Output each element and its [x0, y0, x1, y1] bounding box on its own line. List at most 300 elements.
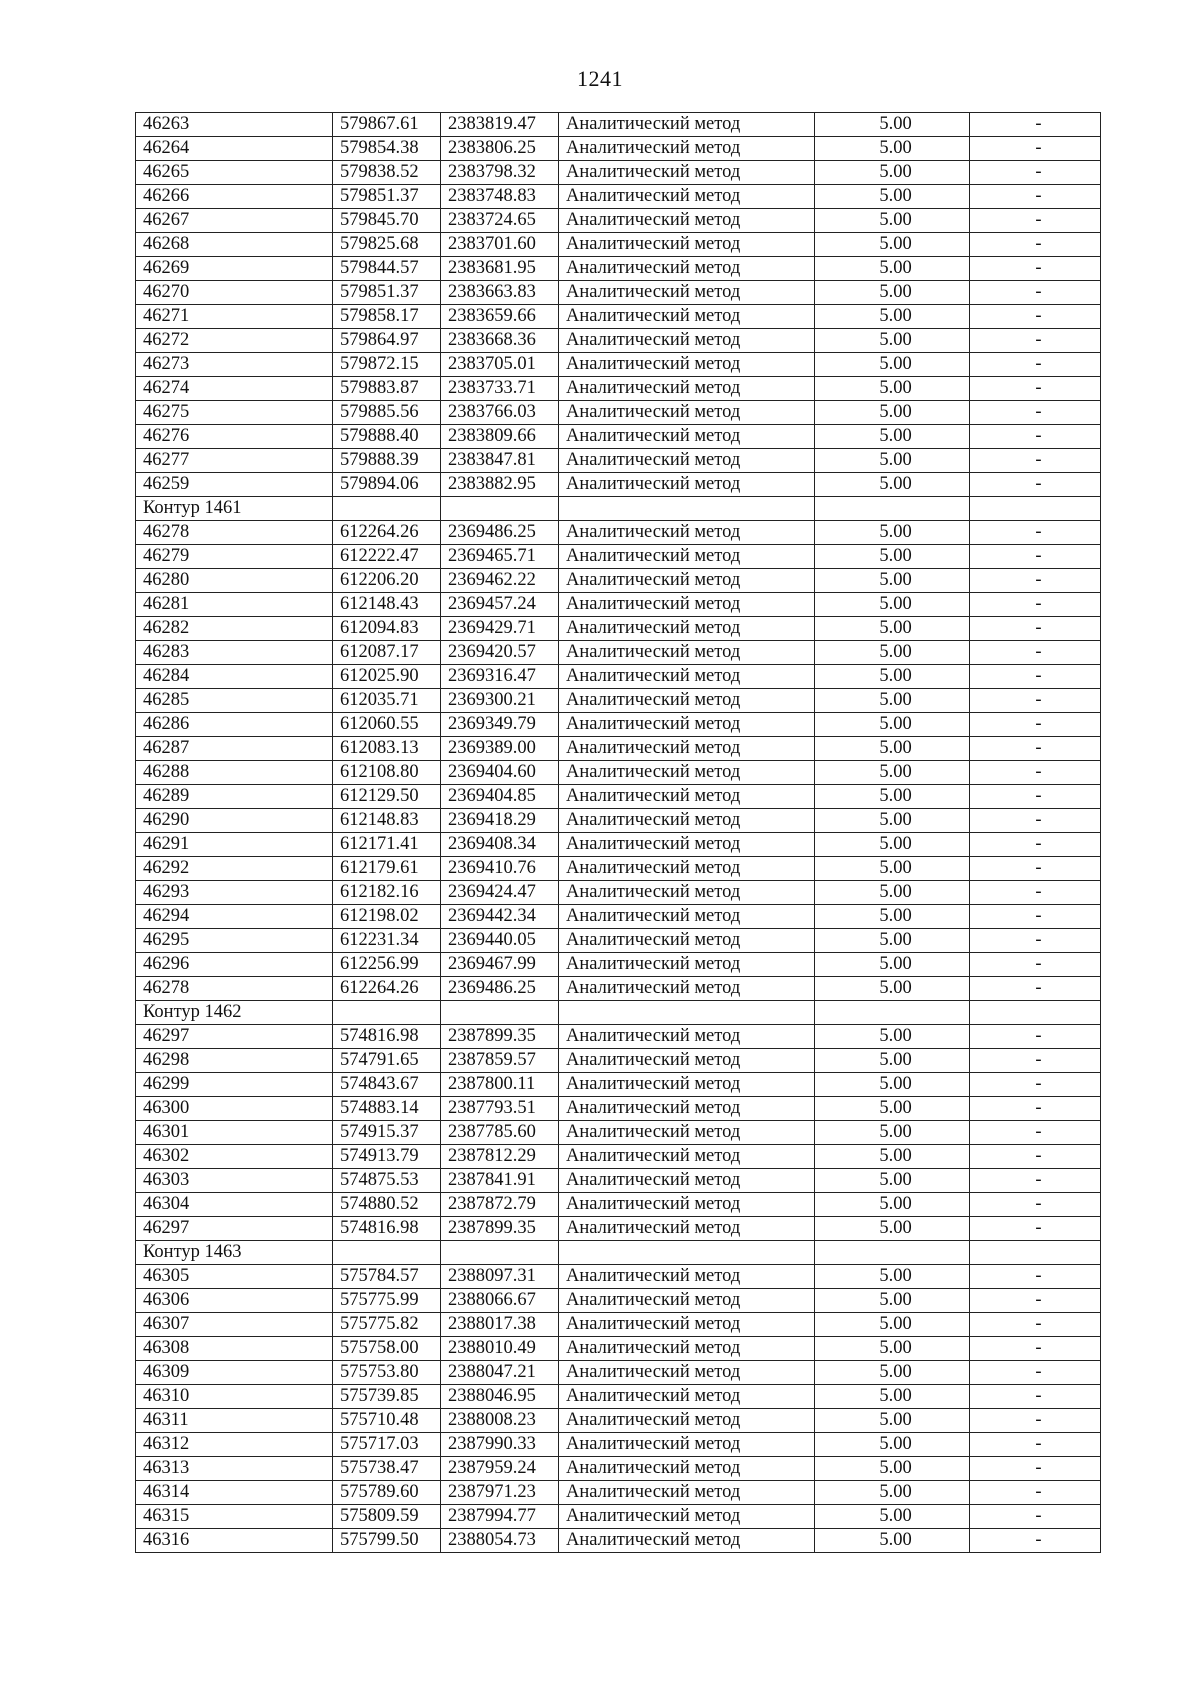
- x-coordinate-cell: 612222.47: [333, 545, 441, 569]
- accuracy-cell: 5.00: [815, 209, 970, 233]
- x-coordinate-cell: 575775.82: [333, 1313, 441, 1337]
- accuracy-cell: 5.00: [815, 905, 970, 929]
- point-id-cell: 46298: [136, 1049, 333, 1073]
- y-coordinate-cell: 2369467.99: [441, 953, 559, 977]
- description-cell: -: [970, 1505, 1101, 1529]
- method-cell: Аналитический метод: [559, 1097, 815, 1121]
- point-id-cell: 46313: [136, 1457, 333, 1481]
- description-cell: -: [970, 233, 1101, 257]
- y-coordinate-cell: 2387990.33: [441, 1433, 559, 1457]
- point-id-cell: 46302: [136, 1145, 333, 1169]
- point-id-cell: 46269: [136, 257, 333, 281]
- table-row: [136, 161, 1101, 185]
- table-row: [136, 329, 1101, 353]
- method-cell: Аналитический метод: [559, 521, 815, 545]
- x-coordinate-cell: 579825.68: [333, 233, 441, 257]
- empty-cell: [333, 497, 441, 521]
- x-coordinate-cell: 575710.48: [333, 1409, 441, 1433]
- accuracy-cell: 5.00: [815, 545, 970, 569]
- point-id-cell: 46265: [136, 161, 333, 185]
- accuracy-cell: 5.00: [815, 929, 970, 953]
- x-coordinate-cell: 574875.53: [333, 1169, 441, 1193]
- accuracy-cell: 5.00: [815, 833, 970, 857]
- method-cell: Аналитический метод: [559, 737, 815, 761]
- y-coordinate-cell: 2383705.01: [441, 353, 559, 377]
- method-cell: Аналитический метод: [559, 401, 815, 425]
- description-cell: -: [970, 569, 1101, 593]
- point-id-cell: 46306: [136, 1289, 333, 1313]
- point-id-cell: 46285: [136, 689, 333, 713]
- accuracy-cell: 5.00: [815, 593, 970, 617]
- y-coordinate-cell: 2388054.73: [441, 1529, 559, 1553]
- method-cell: Аналитический метод: [559, 641, 815, 665]
- description-cell: -: [970, 1529, 1101, 1553]
- description-cell: -: [970, 401, 1101, 425]
- y-coordinate-cell: 2387812.29: [441, 1145, 559, 1169]
- description-cell: -: [970, 1385, 1101, 1409]
- method-cell: Аналитический метод: [559, 1121, 815, 1145]
- table-row: [136, 401, 1101, 425]
- point-id-cell: 46264: [136, 137, 333, 161]
- x-coordinate-cell: 575775.99: [333, 1289, 441, 1313]
- point-id-cell: 46274: [136, 377, 333, 401]
- table-row: [136, 785, 1101, 809]
- table-row: [136, 353, 1101, 377]
- point-id-cell: 46316: [136, 1529, 333, 1553]
- description-cell: -: [970, 137, 1101, 161]
- y-coordinate-cell: 2369420.57: [441, 641, 559, 665]
- method-cell: Аналитический метод: [559, 1025, 815, 1049]
- x-coordinate-cell: 579885.56: [333, 401, 441, 425]
- contour-label: Контур 1462: [136, 1001, 333, 1025]
- accuracy-cell: 5.00: [815, 953, 970, 977]
- method-cell: Аналитический метод: [559, 881, 815, 905]
- table-row: [136, 977, 1101, 1001]
- method-cell: Аналитический метод: [559, 137, 815, 161]
- x-coordinate-cell: 579844.57: [333, 257, 441, 281]
- y-coordinate-cell: 2369349.79: [441, 713, 559, 737]
- contour-header-row: [136, 1241, 1101, 1265]
- accuracy-cell: 5.00: [815, 1289, 970, 1313]
- table-row: [136, 1505, 1101, 1529]
- table-row: [136, 1457, 1101, 1481]
- description-cell: -: [970, 929, 1101, 953]
- accuracy-cell: 5.00: [815, 1121, 970, 1145]
- accuracy-cell: 5.00: [815, 281, 970, 305]
- point-id-cell: 46278: [136, 977, 333, 1001]
- empty-cell: [970, 1001, 1101, 1025]
- point-id-cell: 46308: [136, 1337, 333, 1361]
- description-cell: -: [970, 617, 1101, 641]
- y-coordinate-cell: 2369486.25: [441, 977, 559, 1001]
- point-id-cell: 46282: [136, 617, 333, 641]
- empty-cell: [333, 1241, 441, 1265]
- x-coordinate-cell: 574913.79: [333, 1145, 441, 1169]
- method-cell: Аналитический метод: [559, 665, 815, 689]
- accuracy-cell: 5.00: [815, 1433, 970, 1457]
- x-coordinate-cell: 575809.59: [333, 1505, 441, 1529]
- y-coordinate-cell: 2369316.47: [441, 665, 559, 689]
- y-coordinate-cell: 2383847.81: [441, 449, 559, 473]
- y-coordinate-cell: 2388017.38: [441, 1313, 559, 1337]
- y-coordinate-cell: 2383681.95: [441, 257, 559, 281]
- description-cell: -: [970, 1217, 1101, 1241]
- description-cell: -: [970, 641, 1101, 665]
- accuracy-cell: 5.00: [815, 1385, 970, 1409]
- description-cell: -: [970, 305, 1101, 329]
- y-coordinate-cell: 2387872.79: [441, 1193, 559, 1217]
- y-coordinate-cell: 2388046.95: [441, 1385, 559, 1409]
- method-cell: Аналитический метод: [559, 857, 815, 881]
- description-cell: -: [970, 1025, 1101, 1049]
- table-row: [136, 233, 1101, 257]
- table-row: [136, 881, 1101, 905]
- description-cell: -: [970, 1265, 1101, 1289]
- table-row: [136, 1361, 1101, 1385]
- x-coordinate-cell: 612083.13: [333, 737, 441, 761]
- description-cell: -: [970, 257, 1101, 281]
- y-coordinate-cell: 2387785.60: [441, 1121, 559, 1145]
- x-coordinate-cell: 612025.90: [333, 665, 441, 689]
- accuracy-cell: 5.00: [815, 881, 970, 905]
- x-coordinate-cell: 574880.52: [333, 1193, 441, 1217]
- y-coordinate-cell: 2369418.29: [441, 809, 559, 833]
- table-row: [136, 425, 1101, 449]
- description-cell: -: [970, 281, 1101, 305]
- method-cell: Аналитический метод: [559, 1529, 815, 1553]
- x-coordinate-cell: 574843.67: [333, 1073, 441, 1097]
- method-cell: Аналитический метод: [559, 233, 815, 257]
- table-row: [136, 257, 1101, 281]
- table-row: [136, 1337, 1101, 1361]
- description-cell: -: [970, 1073, 1101, 1097]
- accuracy-cell: 5.00: [815, 1457, 970, 1481]
- page-number: 1241: [577, 66, 623, 91]
- empty-cell: [559, 1241, 815, 1265]
- point-id-cell: 46266: [136, 185, 333, 209]
- x-coordinate-cell: 579858.17: [333, 305, 441, 329]
- description-cell: -: [970, 833, 1101, 857]
- description-cell: -: [970, 377, 1101, 401]
- method-cell: Аналитический метод: [559, 761, 815, 785]
- accuracy-cell: 5.00: [815, 1097, 970, 1121]
- table-row: [136, 1529, 1101, 1553]
- table-row: [136, 473, 1101, 497]
- y-coordinate-cell: 2387994.77: [441, 1505, 559, 1529]
- table-row: [136, 1385, 1101, 1409]
- point-id-cell: 46305: [136, 1265, 333, 1289]
- empty-cell: [815, 1001, 970, 1025]
- y-coordinate-cell: 2383724.65: [441, 209, 559, 233]
- method-cell: Аналитический метод: [559, 281, 815, 305]
- point-id-cell: 46315: [136, 1505, 333, 1529]
- x-coordinate-cell: 612256.99: [333, 953, 441, 977]
- x-coordinate-cell: 579854.38: [333, 137, 441, 161]
- point-id-cell: 46281: [136, 593, 333, 617]
- point-id-cell: 46299: [136, 1073, 333, 1097]
- method-cell: Аналитический метод: [559, 929, 815, 953]
- method-cell: Аналитический метод: [559, 1049, 815, 1073]
- y-coordinate-cell: 2383663.83: [441, 281, 559, 305]
- table-row: [136, 521, 1101, 545]
- point-id-cell: 46295: [136, 929, 333, 953]
- table-row: [136, 737, 1101, 761]
- method-cell: Аналитический метод: [559, 833, 815, 857]
- method-cell: Аналитический метод: [559, 1457, 815, 1481]
- description-cell: -: [970, 545, 1101, 569]
- method-cell: Аналитический метод: [559, 1313, 815, 1337]
- accuracy-cell: 5.00: [815, 713, 970, 737]
- method-cell: Аналитический метод: [559, 1169, 815, 1193]
- table-row: [136, 113, 1101, 137]
- method-cell: Аналитический метод: [559, 1505, 815, 1529]
- method-cell: Аналитический метод: [559, 905, 815, 929]
- table-row: [136, 953, 1101, 977]
- table-row: [136, 761, 1101, 785]
- point-id-cell: 46276: [136, 425, 333, 449]
- point-id-cell: 46278: [136, 521, 333, 545]
- x-coordinate-cell: 612148.43: [333, 593, 441, 617]
- accuracy-cell: 5.00: [815, 185, 970, 209]
- method-cell: Аналитический метод: [559, 785, 815, 809]
- method-cell: Аналитический метод: [559, 1481, 815, 1505]
- accuracy-cell: 5.00: [815, 1313, 970, 1337]
- accuracy-cell: 5.00: [815, 401, 970, 425]
- point-id-cell: 46268: [136, 233, 333, 257]
- method-cell: Аналитический метод: [559, 449, 815, 473]
- table-row: [136, 617, 1101, 641]
- method-cell: Аналитический метод: [559, 713, 815, 737]
- accuracy-cell: 5.00: [815, 1025, 970, 1049]
- empty-cell: [441, 1001, 559, 1025]
- accuracy-cell: 5.00: [815, 785, 970, 809]
- method-cell: Аналитический метод: [559, 953, 815, 977]
- table-row: [136, 1289, 1101, 1313]
- accuracy-cell: 5.00: [815, 257, 970, 281]
- point-id-cell: 46311: [136, 1409, 333, 1433]
- table-row: [136, 1409, 1101, 1433]
- table-row: [136, 593, 1101, 617]
- x-coordinate-cell: 612231.34: [333, 929, 441, 953]
- y-coordinate-cell: 2369440.05: [441, 929, 559, 953]
- x-coordinate-cell: 574816.98: [333, 1025, 441, 1049]
- y-coordinate-cell: 2387841.91: [441, 1169, 559, 1193]
- table-row: [136, 1049, 1101, 1073]
- empty-cell: [441, 497, 559, 521]
- table-row: [136, 1025, 1101, 1049]
- point-id-cell: 46290: [136, 809, 333, 833]
- y-coordinate-cell: 2369404.60: [441, 761, 559, 785]
- point-id-cell: 46297: [136, 1217, 333, 1241]
- x-coordinate-cell: 574791.65: [333, 1049, 441, 1073]
- accuracy-cell: 5.00: [815, 1481, 970, 1505]
- description-cell: -: [970, 905, 1101, 929]
- method-cell: Аналитический метод: [559, 809, 815, 833]
- point-id-cell: 46287: [136, 737, 333, 761]
- method-cell: Аналитический метод: [559, 377, 815, 401]
- point-id-cell: 46288: [136, 761, 333, 785]
- table-row: [136, 713, 1101, 737]
- contour-header-row: [136, 497, 1101, 521]
- table-row: [136, 305, 1101, 329]
- x-coordinate-cell: 579883.87: [333, 377, 441, 401]
- description-cell: -: [970, 1193, 1101, 1217]
- accuracy-cell: 5.00: [815, 1409, 970, 1433]
- y-coordinate-cell: 2383668.36: [441, 329, 559, 353]
- point-id-cell: 46271: [136, 305, 333, 329]
- point-id-cell: 46304: [136, 1193, 333, 1217]
- y-coordinate-cell: 2388066.67: [441, 1289, 559, 1313]
- method-cell: Аналитический метод: [559, 329, 815, 353]
- table-row: [136, 689, 1101, 713]
- point-id-cell: 46289: [136, 785, 333, 809]
- table-row: [136, 1097, 1101, 1121]
- table-row: [136, 833, 1101, 857]
- description-cell: -: [970, 449, 1101, 473]
- y-coordinate-cell: 2369389.00: [441, 737, 559, 761]
- description-cell: -: [970, 185, 1101, 209]
- x-coordinate-cell: 612206.20: [333, 569, 441, 593]
- y-coordinate-cell: 2369429.71: [441, 617, 559, 641]
- method-cell: Аналитический метод: [559, 1289, 815, 1313]
- table-row: [136, 569, 1101, 593]
- accuracy-cell: 5.00: [815, 977, 970, 1001]
- y-coordinate-cell: 2387899.35: [441, 1025, 559, 1049]
- point-id-cell: 46296: [136, 953, 333, 977]
- accuracy-cell: 5.00: [815, 665, 970, 689]
- table-row: [136, 185, 1101, 209]
- point-id-cell: 46273: [136, 353, 333, 377]
- accuracy-cell: 5.00: [815, 425, 970, 449]
- accuracy-cell: 5.00: [815, 1145, 970, 1169]
- y-coordinate-cell: 2387899.35: [441, 1217, 559, 1241]
- accuracy-cell: 5.00: [815, 809, 970, 833]
- table-row: [136, 1217, 1101, 1241]
- description-cell: -: [970, 1049, 1101, 1073]
- accuracy-cell: 5.00: [815, 137, 970, 161]
- point-id-cell: 46300: [136, 1097, 333, 1121]
- point-id-cell: 46310: [136, 1385, 333, 1409]
- y-coordinate-cell: 2388010.49: [441, 1337, 559, 1361]
- x-coordinate-cell: 612148.83: [333, 809, 441, 833]
- x-coordinate-cell: 612108.80: [333, 761, 441, 785]
- x-coordinate-cell: 579888.40: [333, 425, 441, 449]
- description-cell: -: [970, 1145, 1101, 1169]
- x-coordinate-cell: 612094.83: [333, 617, 441, 641]
- y-coordinate-cell: 2383701.60: [441, 233, 559, 257]
- table-row: [136, 1169, 1101, 1193]
- accuracy-cell: 5.00: [815, 737, 970, 761]
- x-coordinate-cell: 612129.50: [333, 785, 441, 809]
- description-cell: -: [970, 473, 1101, 497]
- table-row: [136, 905, 1101, 929]
- method-cell: Аналитический метод: [559, 1337, 815, 1361]
- x-coordinate-cell: 579845.70: [333, 209, 441, 233]
- method-cell: Аналитический метод: [559, 473, 815, 497]
- point-id-cell: 46292: [136, 857, 333, 881]
- point-id-cell: 46270: [136, 281, 333, 305]
- table-row: [136, 1481, 1101, 1505]
- description-cell: -: [970, 1409, 1101, 1433]
- accuracy-cell: 5.00: [815, 761, 970, 785]
- point-id-cell: 46277: [136, 449, 333, 473]
- description-cell: -: [970, 665, 1101, 689]
- point-id-cell: 46301: [136, 1121, 333, 1145]
- table-row: [136, 1145, 1101, 1169]
- table-row: [136, 665, 1101, 689]
- table-row: [136, 809, 1101, 833]
- method-cell: Аналитический метод: [559, 161, 815, 185]
- point-id-cell: 46283: [136, 641, 333, 665]
- table-row: [136, 1433, 1101, 1457]
- x-coordinate-cell: 612264.26: [333, 977, 441, 1001]
- method-cell: Аналитический метод: [559, 977, 815, 1001]
- description-cell: -: [970, 1097, 1101, 1121]
- table-row: [136, 1313, 1101, 1337]
- method-cell: Аналитический метод: [559, 185, 815, 209]
- x-coordinate-cell: 579872.15: [333, 353, 441, 377]
- method-cell: Аналитический метод: [559, 425, 815, 449]
- x-coordinate-cell: 575717.03: [333, 1433, 441, 1457]
- description-cell: -: [970, 737, 1101, 761]
- description-cell: -: [970, 1289, 1101, 1313]
- table-row: [136, 137, 1101, 161]
- method-cell: Аналитический метод: [559, 617, 815, 641]
- accuracy-cell: 5.00: [815, 449, 970, 473]
- accuracy-cell: 5.00: [815, 1193, 970, 1217]
- table-row: [136, 929, 1101, 953]
- method-cell: Аналитический метод: [559, 1145, 815, 1169]
- description-cell: -: [970, 593, 1101, 617]
- accuracy-cell: 5.00: [815, 1049, 970, 1073]
- description-cell: -: [970, 425, 1101, 449]
- description-cell: -: [970, 1169, 1101, 1193]
- table-row: [136, 1265, 1101, 1289]
- accuracy-cell: 5.00: [815, 857, 970, 881]
- empty-cell: [815, 1241, 970, 1265]
- point-id-cell: 46286: [136, 713, 333, 737]
- table-row: [136, 377, 1101, 401]
- method-cell: Аналитический метод: [559, 257, 815, 281]
- point-id-cell: 46291: [136, 833, 333, 857]
- y-coordinate-cell: 2387800.11: [441, 1073, 559, 1097]
- y-coordinate-cell: 2383659.66: [441, 305, 559, 329]
- y-coordinate-cell: 2383748.83: [441, 185, 559, 209]
- description-cell: -: [970, 953, 1101, 977]
- accuracy-cell: 5.00: [815, 329, 970, 353]
- description-cell: -: [970, 809, 1101, 833]
- accuracy-cell: 5.00: [815, 305, 970, 329]
- point-id-cell: 46259: [136, 473, 333, 497]
- point-id-cell: 46275: [136, 401, 333, 425]
- point-id-cell: 46297: [136, 1025, 333, 1049]
- description-cell: -: [970, 761, 1101, 785]
- table-row: [136, 281, 1101, 305]
- accuracy-cell: 5.00: [815, 113, 970, 137]
- accuracy-cell: 5.00: [815, 1361, 970, 1385]
- description-cell: -: [970, 209, 1101, 233]
- y-coordinate-cell: 2369486.25: [441, 521, 559, 545]
- y-coordinate-cell: 2387971.23: [441, 1481, 559, 1505]
- table-row: [136, 641, 1101, 665]
- point-id-cell: 46294: [136, 905, 333, 929]
- accuracy-cell: 5.00: [815, 569, 970, 593]
- x-coordinate-cell: 612182.16: [333, 881, 441, 905]
- empty-cell: [815, 497, 970, 521]
- y-coordinate-cell: 2383806.25: [441, 137, 559, 161]
- x-coordinate-cell: 579888.39: [333, 449, 441, 473]
- coordinates-table: [135, 112, 1101, 1553]
